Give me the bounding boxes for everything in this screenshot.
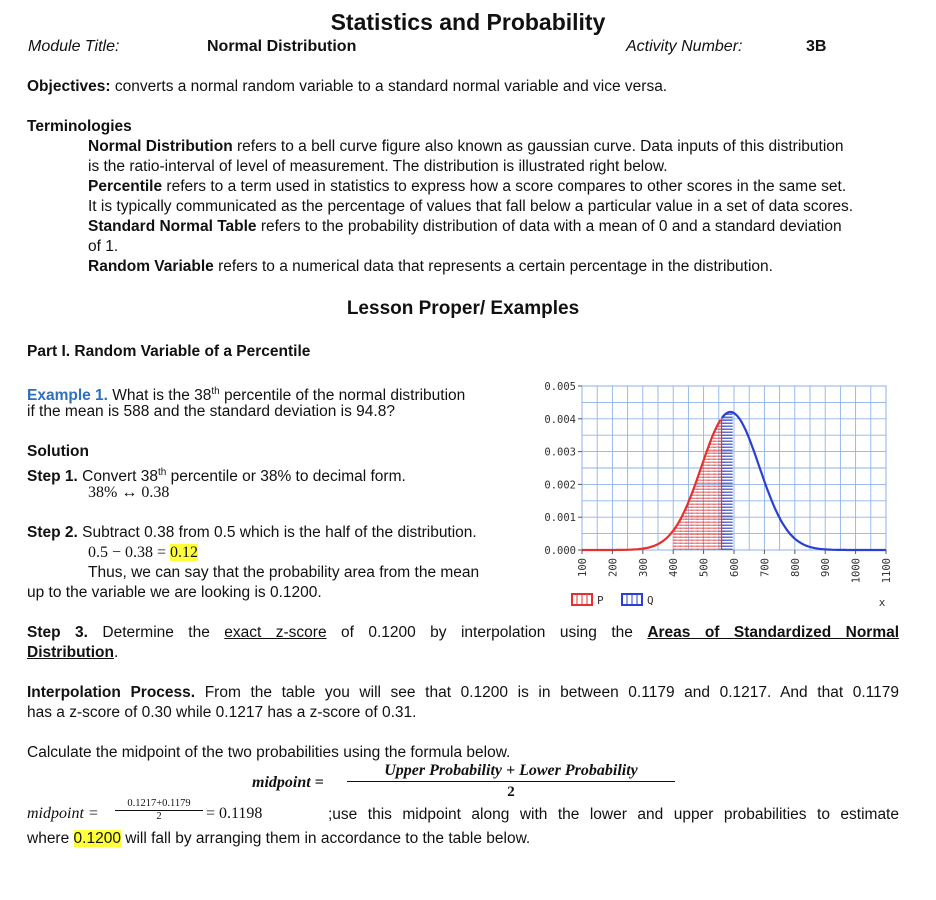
y-tick-label: 0.005 xyxy=(544,381,576,393)
x-tick-label: 600 xyxy=(729,558,741,577)
term-percentile-cont: It is typically communicated as the percentage of values that fall below a particular value in a set of data scores. xyxy=(88,198,854,215)
normal-distribution-chart xyxy=(530,378,900,614)
legend-label-p: P xyxy=(597,594,604,607)
term-standard-normal-table: Standard Normal Table refers to the probability distribution of data with a mean of 0 and a standard deviation xyxy=(88,218,842,235)
objectives: Objectives: converts a normal random variable to a standard normal variable and vice versa. xyxy=(27,78,668,95)
term-normal-distribution-cont: is the ratio-interval of level of measurement. The distribution is illustrated right below. xyxy=(88,158,668,175)
page-title: Statistics and Probability xyxy=(330,9,606,35)
formula-denominator: 2 xyxy=(507,784,515,800)
step-1-math: 38% ↔ 0.38 xyxy=(88,484,170,501)
x-tick-label: 400 xyxy=(668,558,681,577)
step-3: Step 3. Determine the exact z-score of 0.1200 by interpolation using the Areas of Standardized Normal xyxy=(27,624,900,641)
term-normal-distribution: Normal Distribution refers to a bell curve figure also known as gaussian curve. Data inputs of this distribution xyxy=(88,138,844,155)
y-tick-label: 0.003 xyxy=(544,446,576,459)
formula-numerator: Upper Probability + Lower Probability xyxy=(347,762,675,782)
x-tick-label: 300 xyxy=(637,558,650,577)
x-tick-label: 1100 xyxy=(881,558,893,584)
calc-note: ;use this midpoint along with the lower and upper probabilities to estimate xyxy=(328,806,899,823)
interpolation-process: Interpolation Process. From the table you will see that 0.1200 is in between 0.1179 and 0.1217. And that 0.1179 xyxy=(27,684,899,701)
lesson-heading: Lesson Proper/ Examples xyxy=(346,298,580,319)
y-tick-label: 0.002 xyxy=(544,479,576,492)
example-1-cont: if the mean is 588 and the standard deviation is 94.8? xyxy=(27,403,395,420)
calc-fraction xyxy=(115,798,203,822)
term-random-variable: Random Variable refers to a numerical data that represents a certain percentage in the distribution. xyxy=(88,258,773,275)
x-tick-label: 500 xyxy=(698,558,711,577)
x-tick-label: 200 xyxy=(607,558,620,577)
formula-fraction xyxy=(347,762,675,801)
module-title-label: Module Title: xyxy=(28,38,120,55)
calc-result: = 0.1198 xyxy=(206,805,263,822)
formula-lhs: midpoint = xyxy=(252,774,324,791)
terminologies-heading: Terminologies xyxy=(27,118,132,135)
module-title-value: Normal Distribution xyxy=(207,38,357,55)
solution-heading: Solution xyxy=(27,443,89,460)
step-2-conclusion: Thus, we can say that the probability area from the mean xyxy=(88,564,480,581)
x-tick-label: 1000 xyxy=(850,558,863,584)
step-2-conclusion-cont: up to the variable we are looking is 0.1200. xyxy=(27,584,322,601)
term-percentile: Percentile refers to a term used in statistics to express how a score compares to other scores in the same set. xyxy=(88,178,847,195)
y-tick-label: 0.001 xyxy=(544,512,576,525)
part1-heading: Part I. Random Variable of a Percentile xyxy=(27,343,311,360)
calc-numerator: 0.1217+0.1179 xyxy=(115,798,203,811)
x-tick-label: 800 xyxy=(789,558,802,577)
calc-instruction: Calculate the midpoint of the two probabilities using the formula below. xyxy=(27,744,511,761)
interpolation-process-cont: has a z-score of 0.30 while 0.1217 has a z-score of 0.31. xyxy=(27,704,417,721)
step-2-math: 0.5 − 0.38 = 0.12 xyxy=(88,544,199,561)
calc-denominator: 2 xyxy=(156,811,162,822)
activity-number-label: Activity Number: xyxy=(626,38,743,55)
calc-note-cont: where 0.1200 will fall by arranging them in accordance to the table below. xyxy=(27,830,531,847)
y-tick-label: 0.000 xyxy=(544,545,576,557)
calc-lhs: midpoint = xyxy=(27,805,99,822)
activity-number-value: 3B xyxy=(806,38,827,55)
x-tick-label: 700 xyxy=(759,558,772,577)
x-tick-label: 100 xyxy=(577,558,589,577)
example-1: Example 1. What is the 38th percentile of the normal distribution xyxy=(27,386,466,405)
step-2: Step 2. Subtract 0.38 from 0.5 which is the half of the distribution. xyxy=(27,524,477,541)
legend-label-q: Q xyxy=(647,594,654,607)
x-axis-label: x xyxy=(878,596,886,609)
step-3-cont: Distribution. xyxy=(27,644,119,661)
term-standard-normal-table-cont: of 1. xyxy=(88,238,119,255)
step-1: Step 1. Convert 38th percentile or 38% to decimal form. xyxy=(27,467,406,486)
y-tick-label: 0.004 xyxy=(544,413,576,426)
x-tick-label: 900 xyxy=(820,558,833,577)
